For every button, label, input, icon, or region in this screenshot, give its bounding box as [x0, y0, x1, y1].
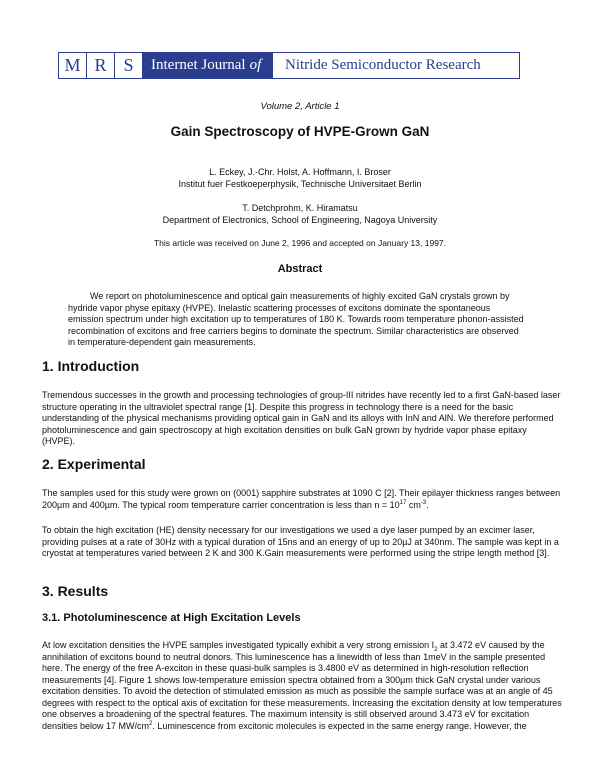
res-sub: 2 [434, 646, 438, 653]
res-sup: 2 [149, 720, 153, 727]
journal-banner [58, 52, 520, 79]
banner-letter-m: M [59, 53, 87, 78]
banner-of-text: of [249, 57, 262, 73]
experimental-paragraph-1 [42, 488, 562, 511]
experimental-body-1 [42, 488, 562, 511]
banner-letter-r: R [87, 53, 115, 78]
section-heading-results: 3. Results [42, 583, 109, 599]
banner-nitride-sr: Nitride Semiconductor Research [285, 57, 481, 73]
volume-label: Volume 2, Article 1 [260, 101, 340, 112]
introduction-text: Tremendous successes in the growth and processing technologies of group-III nitrides have recently led to a first GaN-based laser structure operating in the ultraviolet spectral range [1]. Despite this progress in technology there is a need for the basic understanding of the physical mechanisms providing optical gain in GaN and its alloys with InN and AlN. We therefore performed photoluminescence and gain spectroscopy at high excitation densities on bulk GaN grown by hydride vapor phase epitaxy (HVPE). [42, 390, 561, 446]
exp-text-a: The samples used for this study were grown on (0001) sapphire substrates at 1090 C [2]. Their epilayer thickness ranges between 200µm and 400µm. The typical room temperature carrier concentration is less than n = 10 [42, 488, 561, 510]
author-block-2 [0, 202, 600, 226]
authors-1: L. Eckey, J.-Chr. Holst, A. Hoffmann, I. Broser [209, 167, 391, 177]
experimental-paragraph-2: To obtain the high excitation (HE) density necessary for our investigations we used a dye laser pumped by an excimer laser, providing pulses at a rate of 30Hz with a typical duration of 15ns and an energy of up to 20µJ at 340nm. The sample was kept in a cryostat at temperatures varied between 2 K and 300 K.Gain measurements were performed using the stripe length method [3]. [42, 525, 559, 558]
exp-sup-2: -3 [420, 499, 427, 506]
banner-internet-journal-text: Internet Journal [151, 57, 246, 73]
abstract-heading: Abstract [277, 263, 323, 275]
exp-text-b: cm [406, 499, 421, 510]
exp-text-c: . [426, 499, 429, 510]
banner-internet-journal [143, 53, 273, 78]
section-heading-experimental: 2. Experimental [42, 456, 146, 472]
section-heading-introduction: 1. Introduction [42, 358, 140, 374]
subsection-heading-photoluminescence: 3.1. Photoluminescence at High Excitation Levels [42, 612, 301, 624]
experimental-body-2 [42, 525, 562, 560]
authors-2: T. Detchprohm, K. Hiramatsu [242, 203, 358, 213]
introduction-body [42, 390, 562, 448]
banner-letter-s: S [115, 53, 143, 78]
results-body [42, 640, 562, 732]
author-block-1 [0, 166, 600, 190]
res-text-c: . Luminescence from excitonic molecules is expected in the same energy range. However, the [152, 720, 527, 731]
abstract-body [68, 291, 528, 349]
res-text-a: At low excitation densities the HVPE samples investigated typically exhibit a very strong emission I [42, 640, 435, 650]
received-note: This article was received on June 2, 1996 and accepted on January 13, 1997. [153, 238, 447, 248]
exp-sup-1: 17 [399, 499, 407, 506]
results-paragraph-1 [42, 640, 562, 732]
abstract-text: We report on photoluminescence and optical gain measurements of highly excited GaN crystals grown by hydride vapor physe epitaxy (HVPE). Inelastic scattering processes of excitons dominate the spontaneous emission spectrum under high excitation up to temperatures of 180 K. Towards room temperature phonon-assisted recombination of excitons and free carriers begins to dominate the spectrum. Similar characteristics are observed in temperature-dependent gain measurements. [68, 291, 524, 347]
affiliation-2: Department of Electronics, School of Engineering, Nagoya University [162, 215, 438, 225]
affiliation-1: Institut fuer Festkoeperphysik, Technische Universitaet Berlin [178, 179, 422, 189]
res-text-b: at 3.472 eV caused by the annihilation of excitons bound to neutral donors. This luminescence has a linewidth of less than 1meV in the sample presented here. The energy of the free A-exciton in these quasi-bulk samples is 3.4800 eV as determined in high-resolution reflection measurements [4]. Figure 1 shows low-temperature emission spectra obtained from a 300µm thick GaN crystal under various excitation densities. To avoid the detection of stimulated emission as much as possible the sample surface was at an angle of 45 degrees with respect to the optical axis of excitation for these measurements. Increasing the excitation density at low temperatures one observes a broadening of the spectral features. The maximum intensity is still observed around 3.473 eV for excitation densities below 17 MW/cm [42, 640, 562, 731]
paper-title: Gain Spectroscopy of HVPE-Grown GaN [170, 124, 430, 139]
